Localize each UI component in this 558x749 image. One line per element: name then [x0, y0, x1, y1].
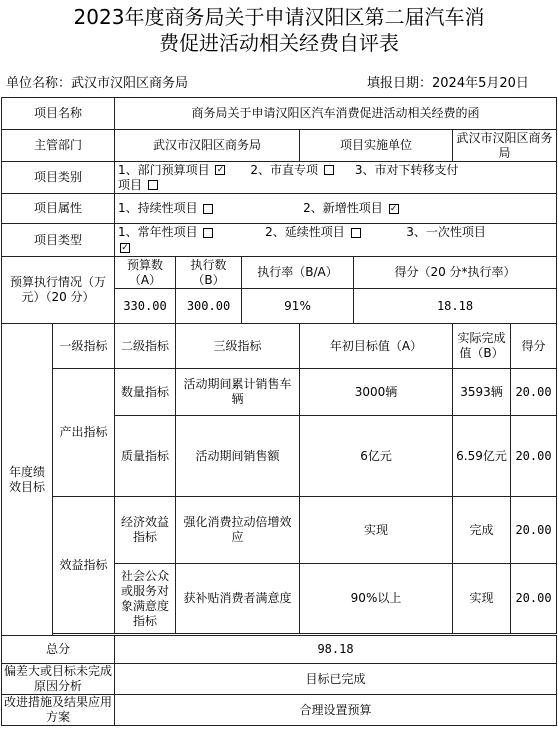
table-row-target: 3000辆 — [300, 369, 453, 416]
header-actual: 实际完成值（B） — [453, 324, 511, 369]
table-row-actual: 6.59亿元 — [453, 416, 511, 497]
budget-col-a: 预算数（A） — [115, 257, 176, 289]
table-row-l3: 获补贴消费者满意度 — [176, 564, 300, 634]
fill-date: 填报日期：2024年5月20日 — [367, 76, 529, 91]
header-level1: 一级指标 — [53, 324, 115, 369]
budget-rate: 91% — [242, 289, 354, 324]
category-label: 项目类别 — [2, 162, 115, 194]
category-opt1-checkbox[interactable] — [215, 165, 225, 175]
project-name: 商务局关于申请汉阳区汽车消费促进活动相关经费的函 — [115, 98, 557, 130]
attr-opt1-checkbox[interactable] — [203, 204, 213, 214]
dept-value: 武汉市汉阳区商务局 — [115, 130, 300, 162]
header-target: 年初目标值（A） — [300, 324, 453, 369]
type-options — [115, 224, 557, 257]
table-row-score: 20.00 — [511, 497, 557, 564]
improvement-label: 改进措施及结果应用方案 — [2, 695, 115, 726]
table-row-l2: 质量指标 — [115, 416, 176, 497]
attr-opt2: 2、新增性项目 — [303, 201, 383, 215]
header-score: 得分 — [511, 324, 557, 369]
category-options — [115, 162, 557, 194]
category-opt2-checkbox[interactable] — [324, 165, 334, 175]
table-row-score: 20.00 — [511, 369, 557, 416]
title-line-1: 2023年度商务局关于申请汉阳区第二届汽车消 — [73, 5, 485, 29]
budget-col-score: 得分（20 分*执行率） — [354, 257, 557, 289]
benefit-label: 效益指标 — [53, 497, 115, 634]
table-row-l3: 强化消费拉动倍增效应 — [176, 497, 300, 564]
dept-label: 主管部门 — [2, 130, 115, 162]
category-opt3: 3、市对下转移支付 — [354, 162, 459, 177]
budget-col-rate: 执行率（B/A） — [242, 257, 354, 289]
improvement-value: 合理设置预算 — [115, 695, 557, 726]
table-row-score: 20.00 — [511, 564, 557, 634]
form-title — [0, 4, 558, 56]
type-opt2: 2、延续性项目 — [265, 225, 345, 239]
perf-label: 年度绩效目标 — [2, 324, 53, 636]
type-opt3-checkbox[interactable] — [120, 243, 130, 253]
type-opt3: 3、一次性项目 — [406, 225, 486, 239]
category-opt3-checkbox[interactable] — [148, 180, 158, 190]
table-row-l3: 活动期间销售额 — [176, 416, 300, 497]
attr-opt2-checkbox[interactable] — [389, 204, 399, 214]
attr-label: 项目属性 — [2, 194, 115, 224]
table-row-score: 20.00 — [511, 416, 557, 497]
total-value: 98.18 — [115, 636, 557, 664]
type-opt2-checkbox[interactable] — [351, 228, 361, 238]
table-row-actual: 完成 — [453, 497, 511, 564]
budget-a: 330.00 — [115, 289, 176, 324]
unit-name: 单位名称：武汉市汉阳区商务局 — [6, 76, 189, 91]
type-opt1-checkbox[interactable] — [203, 228, 213, 238]
deviation-label: 偏差大或目标未完成原因分析 — [2, 664, 115, 695]
deviation-value: 目标已完成 — [115, 664, 557, 695]
table-row-l2: 社会公众或服务对象满意度指标 — [115, 564, 176, 634]
budget-score: 18.18 — [354, 289, 557, 324]
table-row-target: 90%以上 — [300, 564, 453, 634]
category-opt1: 1、部门预算项目 — [118, 162, 210, 177]
title-line-2: 费促进活动相关经费自评表 — [159, 31, 399, 55]
table-row-l3: 活动期间累计销售车辆 — [176, 369, 300, 416]
table-row-actual: 3593辆 — [453, 369, 511, 416]
budget-label: 预算执行情况（万元）（20 分） — [2, 257, 115, 324]
output-label: 产出指标 — [53, 369, 115, 497]
type-label: 项目类型 — [2, 224, 115, 257]
category-opt2: 2、市直专项 — [250, 162, 319, 177]
evaluation-table — [1, 97, 557, 726]
budget-col-b: 执行数（B） — [176, 257, 242, 289]
category-opt3-suffix: 项目 — [118, 177, 143, 192]
type-opt1: 1、常年性项目 — [118, 225, 198, 239]
table-row-target: 6亿元 — [300, 416, 453, 497]
table-row-l2: 经济效益指标 — [115, 497, 176, 564]
budget-b: 300.00 — [176, 289, 242, 324]
header-level3: 三级指标 — [176, 324, 300, 369]
attr-opt1: 1、持续性项目 — [118, 201, 198, 215]
attr-options — [115, 194, 557, 224]
header-level2: 二级指标 — [115, 324, 176, 369]
table-row-l2: 数量指标 — [115, 369, 176, 416]
table-row-actual: 实现 — [453, 564, 511, 634]
impl-value: 武汉市汉阳区商务局 — [453, 130, 557, 162]
table-row-target: 实现 — [300, 497, 453, 564]
project-name-label: 项目名称 — [2, 98, 115, 130]
total-label: 总分 — [2, 636, 115, 664]
impl-label: 项目实施单位 — [300, 130, 453, 162]
